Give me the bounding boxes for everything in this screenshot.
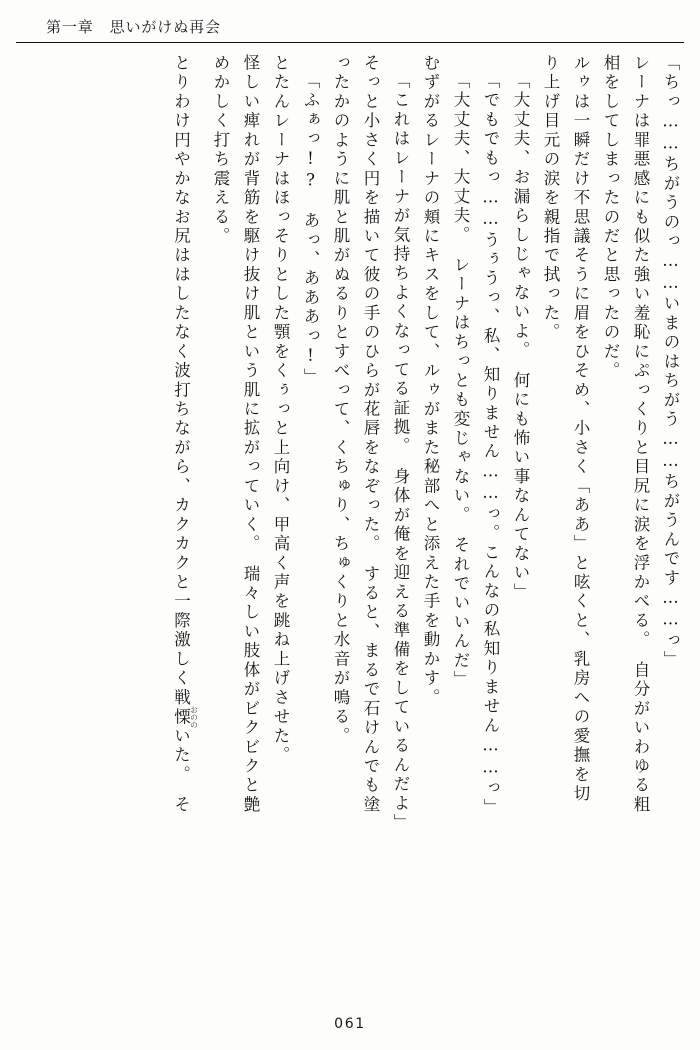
vertical-text-body	[22, 52, 678, 992]
text-line: むずがるレーナの頬にキスをして、ルゥがまた秘部へと添えた手を動かす。	[421, 54, 440, 708]
text-line: 怪しい痺れが背筋を駆け抜け肌という肌に拡がっていく。 瑞々しい肢体がビクビクと艶	[241, 54, 260, 815]
text-line: とたんレーナはほっそりとした顎をくぅっと上向け、甲高く声を跳ね上げさせた。	[271, 54, 290, 766]
text-line: とりわけ円やかなお尻ははしたなく波打ちながら、カクカクと一際激しく戦慄 おののいた。 そ	[171, 54, 199, 815]
text-line: めかしく打ち震える。	[211, 54, 230, 247]
text-line: ルゥは一瞬だけ不思議そうに眉をひそめ、小さく「ああ」と呟くと、乳房への愛撫を切	[571, 54, 590, 804]
text-line: レーナは罪悪感にも似た強い羞恥にぷっくりと目尻に涙を浮かべる。 自分がいわゆる粗	[631, 54, 650, 815]
text-line: 「ちっ……ちがうのっ……いまのはちがう……ちがうんです……っ」	[661, 54, 680, 670]
text-line: 「大丈夫、大丈夫。 レーナはちっとも変じゃない。 それでいいんだ」	[451, 72, 470, 690]
text-line: 「大丈夫、お漏らしじゃないよ。 何にも怖い事なんてない」	[511, 72, 530, 602]
ruby-annotation: 慄 おのの	[171, 705, 199, 729]
text-line: り上げ目元の涙を親指で拭った。	[541, 54, 560, 343]
text-line: 「これはレーナが気持ちよくなってる証拠。 身体が俺を迎える準備をしているんだよ」	[391, 72, 410, 833]
text-line: 相をしてしまったのだと思ったのだ。	[601, 54, 620, 381]
page-number: 061	[334, 1016, 366, 1032]
text-line: 「ふぁっ!? あっ、あああっ!」	[301, 72, 320, 388]
text-line: 「でもでもっ……うぅうっ、私、知りません……っ。こんなの私知りません……っ」	[481, 72, 500, 818]
text-line: ったかのように肌と肌がぬるりとすべって、くちゅり、ちゅくりと水音が鳴る。	[331, 54, 350, 747]
text-line: そっと小さく円を描いて彼の手のひらが花唇をなぞった。 すると、まるで石けんでも塗	[361, 54, 380, 815]
header-divider	[16, 42, 684, 43]
chapter-header: 第一章 思いがけぬ再会	[46, 18, 221, 36]
